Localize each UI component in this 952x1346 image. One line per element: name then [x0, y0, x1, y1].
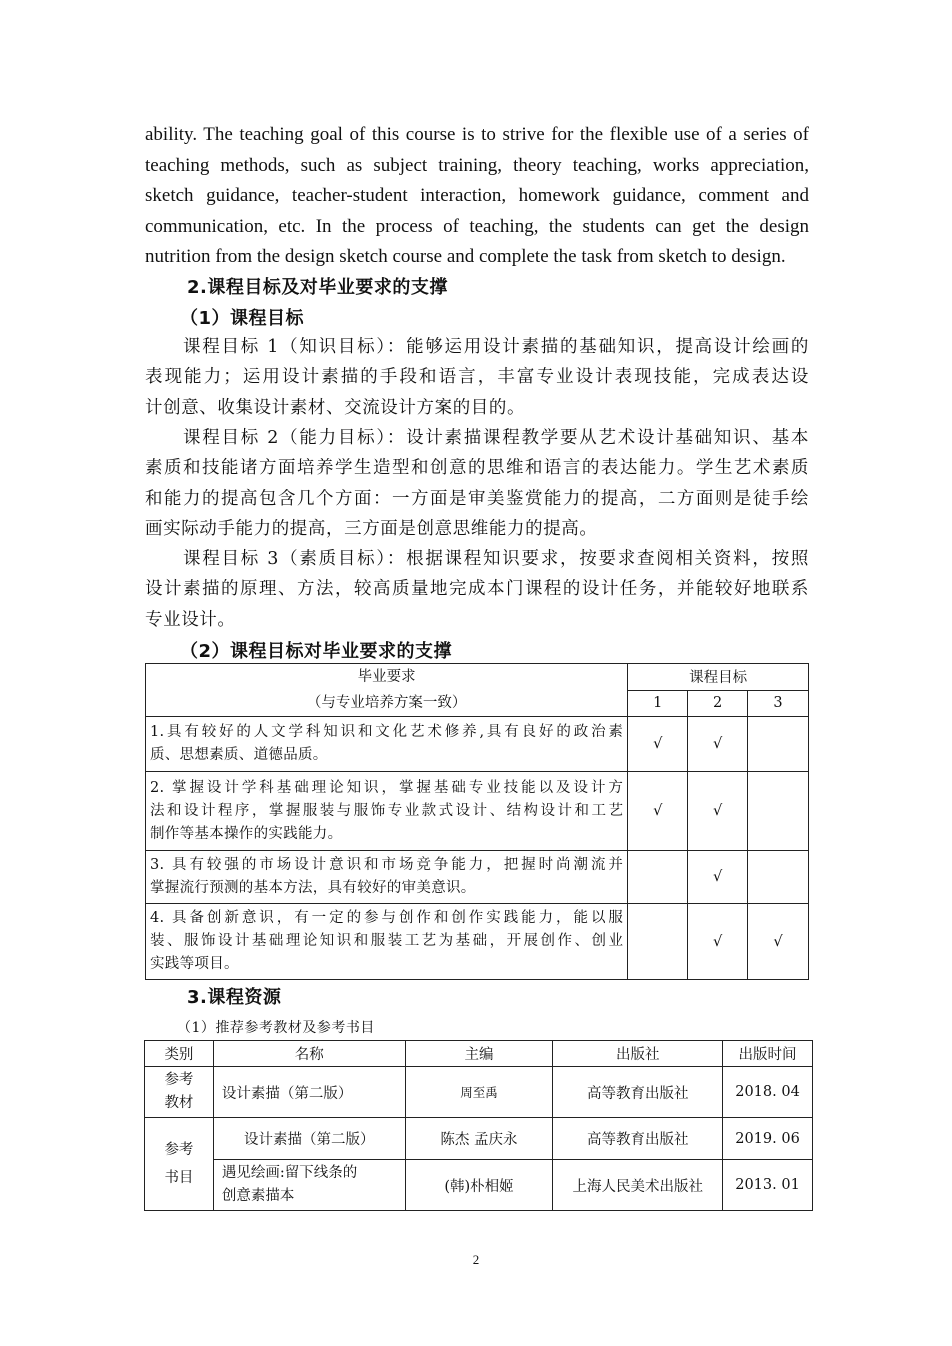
book-date: 2013. 01 [723, 1160, 813, 1211]
table-row [145, 1118, 813, 1160]
requirement-line: 实践等项目。 [150, 956, 239, 972]
header-requirement-note: （与专业培养方案一致） [306, 695, 467, 711]
goal3-line: 课程目标 3（素质目标）：根据课程知识要求，按要求查阅相关资料，按照 [183, 549, 809, 569]
goal-number: 1 [628, 690, 688, 717]
book-name-line: 遇见绘画:留下线条的 [221, 1165, 358, 1181]
goal1-line: 计创意、收集设计素材、交流设计方案的目的。 [145, 397, 526, 418]
header-requirement [146, 664, 628, 717]
requirement-line: 4. 具备创新意识，有一定的参与创作和创作实践能力，能以服 [150, 910, 624, 926]
goal1-line: 课程目标 1（知识目标）：能够运用设计素描的基础知识，提高设计绘画的 [183, 337, 809, 357]
category-line: 书目 [164, 1170, 194, 1186]
header-goals: 课程目标 [628, 664, 809, 691]
check-mark: √ [688, 772, 748, 851]
requirement-cell [146, 717, 628, 772]
book-editor: (韩)朴相姬 [405, 1160, 553, 1211]
check-mark: √ [748, 904, 809, 980]
table-row [146, 717, 809, 772]
header-editor: 主编 [405, 1041, 553, 1067]
category-line: 参考 [164, 1142, 194, 1158]
book-name-line: 创意素描本 [221, 1188, 295, 1204]
check-mark [628, 851, 688, 904]
requirement-line: 2. 掌握设计学科基础理论知识，掌握基础专业技能以及设计方 [150, 779, 624, 796]
check-mark [748, 851, 809, 904]
support-table [145, 663, 809, 980]
book-editor: 陈杰 孟庆永 [405, 1118, 553, 1160]
intro-line: sketch guidance, teacher-student interaction, homework guidance, comment and [145, 185, 809, 206]
category-line: 参考 [164, 1072, 194, 1088]
intro-line: ability. The teaching goal of this course is to strive for the flexible use of a series of [145, 124, 809, 145]
requirement-line: 法和设计程序，掌握服装与服饰专业款式设计、结构设计和工艺 [150, 802, 624, 819]
books-table [144, 1040, 813, 1211]
category-cell [145, 1118, 214, 1211]
book-date: 2018. 04 [723, 1067, 813, 1118]
book-name: 设计素描（第二版） [213, 1118, 405, 1160]
table-row [146, 772, 809, 851]
check-mark: √ [628, 717, 688, 772]
check-mark: √ [628, 772, 688, 851]
table-row [145, 1160, 813, 1211]
intro-line: teaching methods, such as subject training, theory teaching, works appreciation, [145, 154, 809, 176]
requirement-cell [146, 904, 628, 980]
category-line: 教材 [164, 1095, 194, 1111]
table-row [146, 904, 809, 980]
book-publisher: 高等教育出版社 [553, 1118, 723, 1160]
sub1-heading: （1）课程目标 [180, 308, 305, 329]
book-publisher: 高等教育出版社 [553, 1067, 723, 1118]
check-mark [748, 772, 809, 851]
requirement-cell [146, 772, 628, 851]
check-mark: √ [688, 851, 748, 904]
book-name: 设计素描（第二版） [213, 1067, 405, 1118]
goal-number: 3 [748, 690, 809, 717]
header-category: 类别 [145, 1041, 214, 1067]
section2-heading: 2.课程目标及对毕业要求的支撑 [187, 277, 448, 298]
intro-line: nutrition from the design sketch course and complete the task from sketch to design. [145, 246, 786, 267]
goal2-line: 画实际动手能力的提高，三方面是创意思维能力的提高。 [145, 519, 598, 540]
goal2-line: 素质和技能诸方面培养学生造型和创意的思维和语言的表达能力。学生艺术素质 [145, 458, 809, 479]
goal1-paragraph [145, 332, 809, 423]
requirement-cell [146, 851, 628, 904]
check-mark: √ [688, 904, 748, 980]
goal2-line: 和能力的提高包含几个方面：一方面是审美鉴赏能力的提高，二方面则是徒手绘 [145, 488, 809, 509]
book-name [213, 1160, 405, 1211]
requirement-line: 3. 具有较强的市场设计意识和市场竞争能力，把握时尚潮流并 [150, 857, 624, 873]
header-requirement-title: 毕业要求 [357, 669, 416, 685]
intro-paragraph [145, 120, 809, 273]
header-name: 名称 [213, 1041, 405, 1067]
book-editor: 周至禹 [405, 1067, 553, 1118]
requirement-line: 装、服饰设计基础理论知识和服装工艺为基础，开展创作、创业 [150, 933, 624, 949]
check-mark: √ [688, 717, 748, 772]
goal3-line: 专业设计。 [145, 609, 236, 630]
check-mark [628, 904, 688, 980]
section3-heading: 3.课程资源 [187, 987, 282, 1008]
category-cell [145, 1067, 214, 1118]
requirement-line: 1.具有较好的人文学科知识和文化艺术修养,具有良好的政治素 [150, 724, 624, 740]
goal1-line: 表现能力；运用设计素描的手段和语言，丰富专业设计表现技能，完成表达设 [145, 367, 809, 388]
requirement-line: 质、思想素质、道德品质。 [150, 747, 328, 763]
goal3-paragraph [145, 544, 809, 635]
requirement-line: 制作等基本操作的实践能力。 [150, 825, 343, 842]
header-publisher: 出版社 [553, 1041, 723, 1067]
table-row [145, 1067, 813, 1118]
intro-line: communication, etc. In the process of teaching, the students can get the design [145, 215, 809, 237]
sub2-heading: （2）课程目标对毕业要求的支撑 [180, 641, 453, 662]
goal-number: 2 [688, 690, 748, 717]
book-publisher: 上海人民美术出版社 [553, 1160, 723, 1211]
table-row [146, 851, 809, 904]
requirement-line: 掌握流行预测的基本方法，具有较好的审美意识。 [150, 880, 476, 896]
goal2-line: 课程目标 2（能力目标）：设计素描课程教学要从艺术设计基础知识、基本 [183, 428, 809, 448]
books-caption: （1）推荐参考教材及参考书目 [177, 1020, 375, 1036]
goal3-line: 设计素描的原理、方法，较高质量地完成本门课程的设计任务，并能较好地联系 [145, 579, 809, 600]
book-date: 2019. 06 [723, 1118, 813, 1160]
page-number: 2 [472, 1252, 480, 1267]
check-mark [748, 717, 809, 772]
header-date: 出版时间 [723, 1041, 813, 1067]
goal2-paragraph [145, 423, 809, 545]
